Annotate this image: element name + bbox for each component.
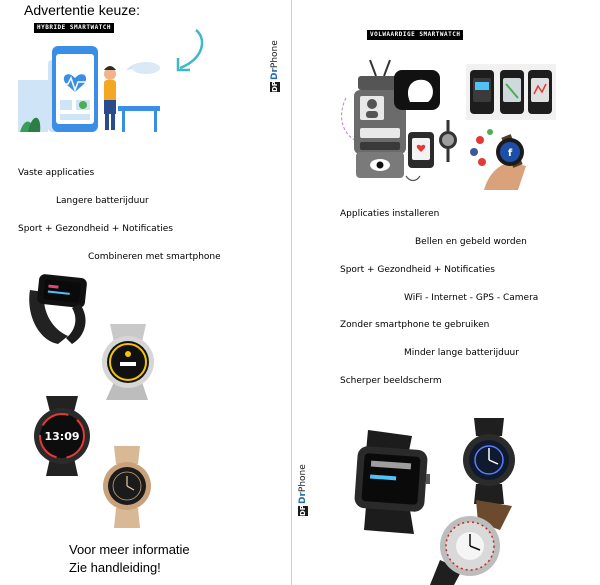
brand-name: DrPhone — [298, 464, 308, 504]
svg-text:f: f — [507, 148, 513, 159]
feature-sharper-screen: Scherper beeldscherm — [340, 376, 442, 386]
smartphone-illustration — [18, 40, 168, 140]
watch-time-readout: 13:09 — [44, 430, 80, 443]
hybrid-badge: HYBRIDE SMARTWATCH — [34, 23, 114, 33]
feature-standalone: Zonder smartphone te gebruiken — [340, 320, 490, 330]
brand-mark: DP — [299, 505, 307, 516]
round-smartwatch-hand-image — [466, 126, 536, 190]
app-icons-collage — [340, 58, 464, 186]
rose-gold-watch-image — [98, 446, 156, 528]
silver-round-watch-image — [92, 320, 164, 402]
footer-line-1: Voor meer informatie — [69, 542, 190, 557]
feature-fixed-apps: Vaste applicaties — [18, 168, 95, 178]
feature-sport-health: Sport + Gezondheid + Notificaties — [18, 224, 173, 234]
feature-calling: Bellen en gebeld worden — [415, 237, 527, 247]
brand-logo-top — [270, 40, 280, 92]
feature-connectivity: WiFi - Internet - GPS - Camera — [404, 293, 539, 303]
column-divider — [291, 0, 292, 585]
band-watch-image — [24, 270, 94, 350]
feature-shorter-battery: Minder lange batterijduur — [404, 348, 519, 358]
full-smartwatch-badge: VOLWAARDIGE SMARTWATCH — [367, 30, 463, 40]
square-black-smartwatch-image — [352, 430, 434, 534]
feature-sport-health-right: Sport + Gezondheid + Notificaties — [340, 265, 495, 275]
footer-line-2: Zie handleiding! — [69, 560, 161, 575]
steel-leather-smartwatch-image — [426, 500, 516, 585]
feature-longer-battery: Langere batterijduur — [56, 196, 149, 206]
round-blue-smartwatch-image — [456, 418, 522, 504]
feature-combine-phone: Combineren met smartphone — [88, 252, 221, 262]
curved-arrow-icon — [168, 26, 208, 76]
brand-mark: DP — [271, 81, 279, 92]
page-title: Advertentie keuze: — [24, 2, 140, 18]
feature-install-apps: Applicaties installeren — [340, 209, 440, 219]
square-smartwatches-image — [466, 64, 556, 120]
sport-digital-watch-image — [26, 396, 98, 476]
brand-logo-bottom — [298, 464, 308, 516]
footer-text — [69, 541, 190, 577]
brand-name: DrPhone — [270, 40, 280, 80]
